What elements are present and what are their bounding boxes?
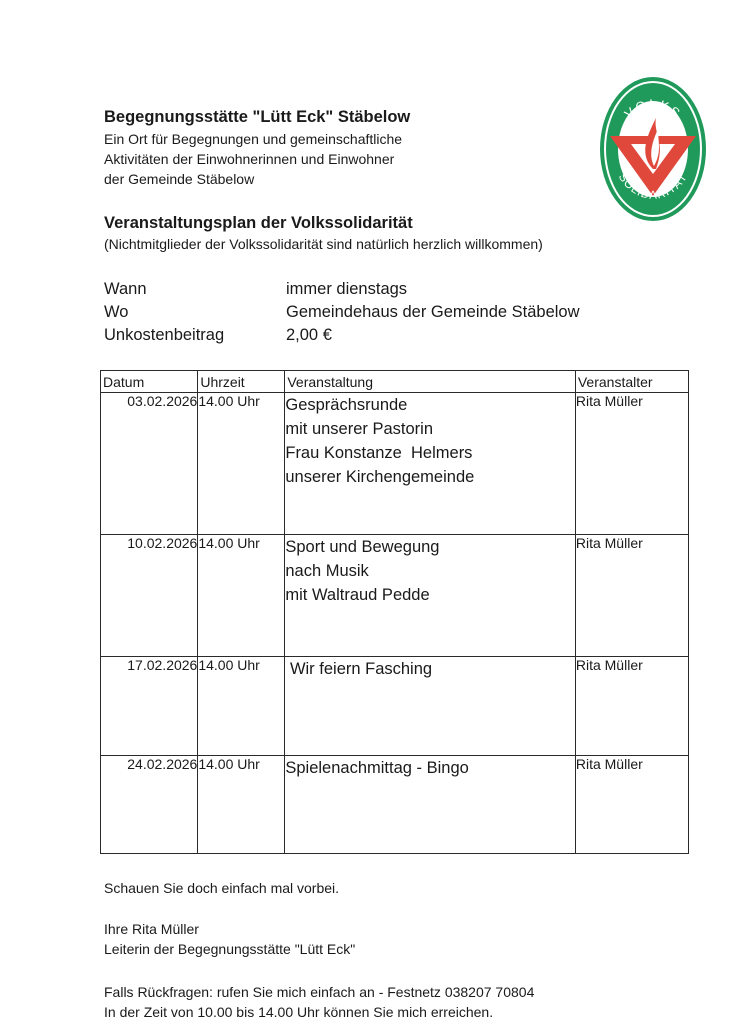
plan-title: Veranstaltungsplan der Volkssolidarität	[104, 214, 413, 232]
footer-contact	[104, 982, 534, 1022]
contact-line: Falls Rückfragen: rufen Sie mich einfach an - Festnetz 038207 70804	[104, 984, 535, 1000]
info-label-when: Wann	[104, 280, 147, 298]
volkssolidaritaet-logo	[598, 74, 708, 224]
event-line: mit unserer Pastorin	[285, 420, 433, 438]
footer-invite: Schauen Sie doch einfach mal vorbei.	[104, 880, 340, 896]
logo-bottom-text: SOLIDARITÄT	[615, 171, 691, 202]
info-value-fee: 2,00 €	[286, 326, 332, 344]
event-line: unserer Kirchengemeinde	[285, 468, 475, 486]
cell-event	[285, 393, 576, 535]
event-line: Sport und Bewegung	[285, 538, 440, 556]
event-line: Spielenachmittag - Bingo	[285, 759, 469, 777]
header-veranstalter: Veranstalter	[575, 371, 688, 393]
table-row	[101, 657, 689, 756]
cell-time: 14.00 Uhr	[198, 393, 285, 535]
info-label-fee: Unkostenbeitrag	[104, 326, 225, 344]
cell-date: 24.02.2026	[101, 756, 198, 854]
table-header-row	[101, 371, 689, 393]
table-row	[101, 393, 689, 535]
cell-event	[285, 657, 576, 756]
header-title: Begegnungsstätte "Lütt Eck" Stäbelow	[104, 108, 411, 126]
cell-time: 14.00 Uhr	[198, 657, 285, 756]
table-row	[101, 756, 689, 854]
info-value-where: Gemeindehaus der Gemeinde Stäbelow	[286, 303, 580, 321]
event-schedule-table	[100, 370, 689, 854]
header-datum: Datum	[101, 371, 198, 393]
cell-organizer: Rita Müller	[575, 535, 688, 657]
cell-date: 17.02.2026	[101, 657, 198, 756]
event-line: nach Musik	[285, 562, 369, 580]
header-uhrzeit: Uhrzeit	[198, 371, 285, 393]
cell-date: 03.02.2026	[101, 393, 198, 535]
cell-time: 14.00 Uhr	[198, 756, 285, 854]
cell-event	[285, 756, 576, 854]
header-veranstaltung: Veranstaltung	[285, 371, 576, 393]
cell-event	[285, 535, 576, 657]
cell-organizer: Rita Müller	[575, 756, 688, 854]
subtitle-line: der Gemeinde Stäbelow	[104, 171, 255, 187]
info-label-where: Wo	[104, 303, 129, 321]
cell-organizer: Rita Müller	[575, 657, 688, 756]
event-line: Wir feiern Fasching	[285, 660, 433, 678]
header-subtitle	[104, 129, 402, 189]
cell-date: 10.02.2026	[101, 535, 198, 657]
footer-signature	[104, 919, 355, 959]
cell-organizer: Rita Müller	[575, 393, 688, 535]
signature-role: Leiterin der Begegnungsstätte "Lütt Eck"	[104, 941, 356, 957]
logo-top-text: VOLKS	[621, 96, 685, 122]
cell-time: 14.00 Uhr	[198, 535, 285, 657]
signature-name: Ihre Rita Müller	[104, 921, 199, 937]
info-labels	[104, 278, 224, 347]
table-row	[101, 535, 689, 657]
event-line: mit Waltraud Pedde	[285, 586, 430, 604]
event-line: Gesprächsrunde	[285, 396, 408, 414]
subtitle-line: Aktivitäten der Einwohnerinnen und Einwohner	[104, 151, 395, 167]
info-values	[286, 278, 580, 347]
contact-line: In der Zeit von 10.00 bis 14.00 Uhr können Sie mich erreichen.	[104, 1004, 494, 1020]
plan-note: (Nichtmitglieder der Volkssolidarität sind natürlich herzlich willkommen)	[104, 236, 543, 252]
subtitle-line: Ein Ort für Begegnungen und gemeinschaftliche	[104, 131, 403, 147]
event-line: Frau Konstanze Helmers	[285, 444, 473, 462]
info-value-when: immer dienstags	[286, 280, 408, 298]
